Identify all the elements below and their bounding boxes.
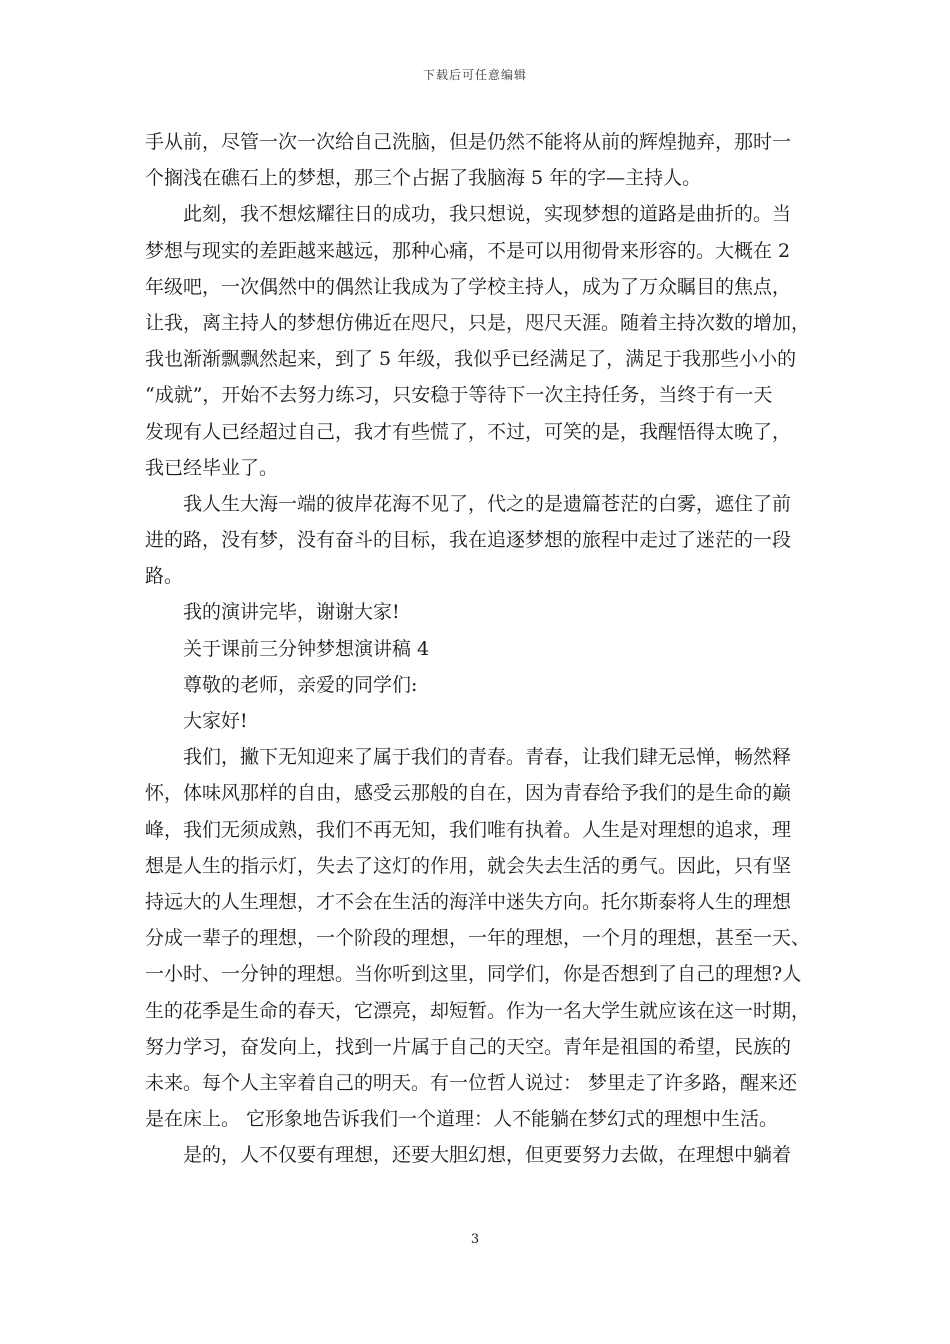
text-line: 发现有人已经超过自己，我才有些慌了，不过，可笑的是，我醒悟得太晚了， [145, 420, 792, 443]
text-line: 年级吧，一次偶然中的偶然让我成为了学校主持人，成为了万众瞩目的焦点， [145, 275, 792, 298]
text-line: 尊敬的老师，亲爱的同学们: [183, 673, 418, 696]
text-line: 我也渐渐飘飘然起来，到了 5 年级，我似乎已经满足了，满足于我那些小小的 [145, 348, 797, 371]
text-line: 我的演讲完毕，谢谢大家! [183, 601, 400, 624]
page-header: 下载后可任意编辑 [422, 68, 527, 82]
text-line: 让我，离主持人的梦想仿佛近在咫尺，只是，咫尺天涯。随着主持次数的增加， [145, 311, 810, 334]
text-line: 未来。每个人主宰着自己的明天。有一位哲人说过： 梦里走了许多路，醒来还 [145, 1071, 798, 1094]
text-line: 我人生大海一端的彼岸花海不见了，代之的是遗篇苍茫的白雾，遮住了前 [183, 492, 792, 515]
text-line: 想是人生的指示灯，失去了这灯的作用，就会失去生活的勇气。因此，只有坚 [145, 854, 792, 877]
text-line: 一小时、一分钟的理想。当你听到这里，同学们，你是否想到了自己的理想?人 [145, 963, 802, 986]
text-line: 分成一辈子的理想，一个阶段的理想，一年的理想，一个月的理想，甚至一天、 [145, 927, 810, 950]
text-line: 梦想与现实的差距越来越远，那种心痛，不是可以用彻骨来形容的。大概在 2 [145, 239, 791, 262]
text-line: 大家好! [183, 710, 248, 732]
text-line: 手从前，尽管一次一次给自己洗脑，但是仍然不能将从前的辉煌抛弃，那时一 [145, 131, 792, 153]
text-line: 是的，人不仅要有理想，还要大胆幻想，但更要努力去做，在理想中躺着 [183, 1144, 792, 1167]
text-line: 努力学习，奋发向上，找到一片属于自己的天空。青年是祖国的希望，民族的 [145, 1035, 792, 1058]
text-line: 峰，我们无须成熟，我们不再无知，我们唯有执着。人生是对理想的追求，理 [145, 818, 792, 841]
document-body [145, 124, 810, 1173]
text-line: 路。 [145, 565, 184, 588]
text-line: 我已经毕业了。 [145, 456, 279, 479]
text-line: 个搁浅在礁石上的梦想，那三个占据了我脑海 5 年的字—主持人。 [145, 167, 702, 190]
section-title: 关于课前三分钟梦想演讲稿 4 [183, 637, 430, 660]
text-line: 怀，体味风那样的自由，感受云那般的自在，因为青春给予我们的是生命的巅 [145, 782, 792, 805]
text-line: 是在床上。 它形象地告诉我们一个道理：人不能躺在梦幻式的理想中生活。 [145, 1108, 779, 1131]
text-line: 生的花季是生命的春天，它漂亮，却短暂。作为一名大学生就应该在这一时期， [145, 999, 810, 1022]
text-line: “成就”，开始不去努力练习，只安稳于等待下一次主持任务，当终于有一天 [145, 384, 773, 407]
page-number: 3 [470, 1232, 480, 1247]
text-line: 此刻，我不想炫耀往日的成功，我只想说，实现梦想的道路是曲折的。当 [183, 203, 792, 226]
text-line: 我们，撇下无知迎来了属于我们的青春。青春，让我们肆无忌惮，畅然释 [183, 746, 792, 769]
text-line: 进的路，没有梦，没有奋斗的目标，我在追逐梦想的旅程中走过了迷茫的一段 [145, 529, 792, 552]
text-line: 持远大的人生理想，才不会在生活的海洋中迷失方向。托尔斯泰将人生的理想 [145, 890, 792, 913]
